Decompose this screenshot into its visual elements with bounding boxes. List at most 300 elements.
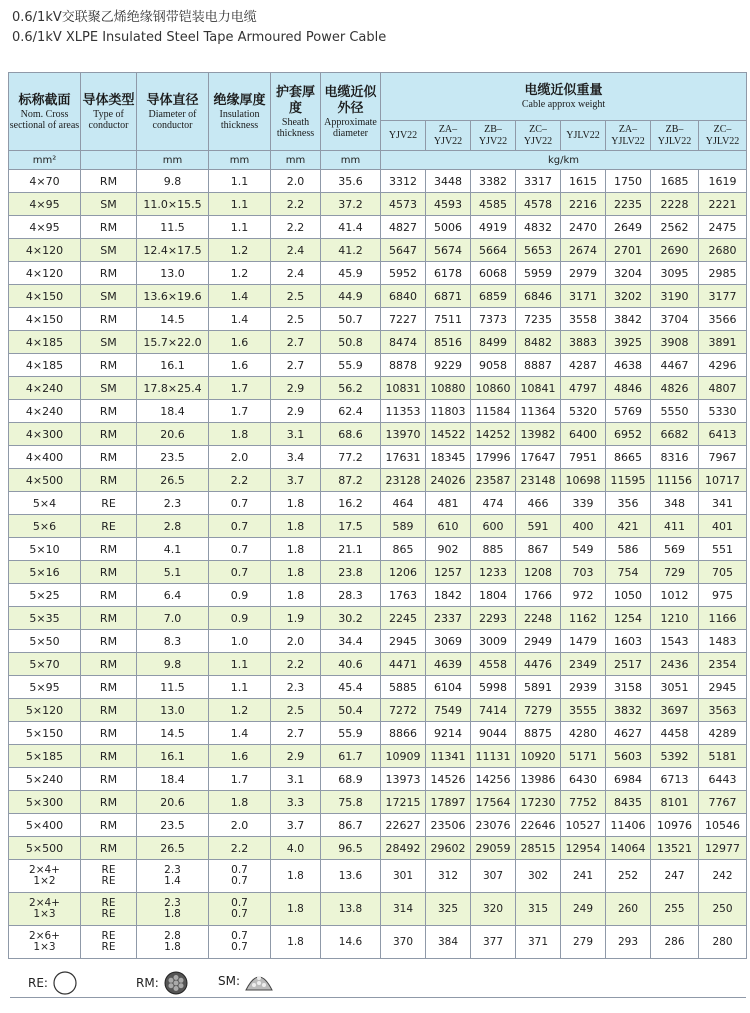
cell-conductor-type: RM [81,561,137,584]
cell-approx-diameter: 35.6 [321,170,381,193]
cell-weight: 3558 [561,308,606,331]
cell-approx-diameter: 45.4 [321,676,381,699]
model-header-cell: YJV22 [381,121,426,151]
cell-weight: 5653 [516,239,561,262]
cell-weight: 2470 [561,216,606,239]
cell-weight: 5959 [516,262,561,285]
table-row [9,584,747,607]
cell-weight: 705 [699,561,747,584]
cell-weight: 1766 [516,584,561,607]
title-chinese: 0.6/1kV交联聚乙烯绝缘钢带铠装电力电缆 [12,10,257,25]
cell-insulation-thickness-line2: 0.7 [231,941,248,953]
cell-weight: 307 [471,860,516,893]
cell-weight: 6443 [699,768,747,791]
cell-weight: 3382 [471,170,516,193]
cell-sheath-thickness: 2.3 [271,676,321,699]
cell-weight: 11341 [426,745,471,768]
cell-weight: 4471 [381,653,426,676]
table-row [9,722,747,745]
cell-insulation-thickness: 1.1 [209,170,271,193]
cell-conductor-diameter: 2.3 [137,492,209,515]
cell-weight: 7951 [561,446,606,469]
cell-weight: 2221 [699,193,747,216]
cell-weight: 4627 [606,722,651,745]
cell-weight: 252 [606,860,651,893]
cell-weight: 703 [561,561,606,584]
cell-conductor-type: SM [81,239,137,262]
cell-approx-diameter: 34.4 [321,630,381,653]
cell-sheath-thickness: 2.5 [271,285,321,308]
cell-conductor-type: RM [81,423,137,446]
cell-approx-diameter: 45.9 [321,262,381,285]
cell-conductor-diameter: 17.8×25.4 [137,377,209,400]
cell-conductor-diameter: 7.0 [137,607,209,630]
cell-weight: 280 [699,926,747,959]
cell-cross-section: 4×240 [9,377,81,400]
cell-conductor-type: RM [81,791,137,814]
sector-conductor-icon [244,970,274,992]
cell-weight: 2674 [561,239,606,262]
cell-weight: 1206 [381,561,426,584]
cell-weight: 11584 [471,400,516,423]
cell-weight: 14526 [426,768,471,791]
cell-insulation-thickness [209,926,271,959]
cell-conductor-diameter: 2.8 [137,515,209,538]
header-insulation-thickness: 绝缘厚度 Insulation thickness [209,73,271,151]
cell-conductor-diameter: 6.4 [137,584,209,607]
cell-weight: 4919 [471,216,516,239]
cell-weight: 3051 [651,676,699,699]
cell-weight: 384 [426,926,471,959]
cell-conductor-diameter: 14.5 [137,308,209,331]
cell-weight: 1210 [651,607,699,630]
cell-cross-section: 5×240 [9,768,81,791]
cell-insulation-thickness: 1.4 [209,722,271,745]
cell-weight: 8474 [381,331,426,354]
cell-weight: 314 [381,893,426,926]
legend-sm [218,970,274,992]
cell-insulation-thickness [209,860,271,893]
cell-sheath-thickness: 3.1 [271,768,321,791]
cell-weight: 754 [606,561,651,584]
table-row [9,400,747,423]
cell-weight: 3171 [561,285,606,308]
cell-cross-section: 4×240 [9,400,81,423]
cell-conductor-type: RM [81,630,137,653]
table-row [9,607,747,630]
cell-weight: 2562 [651,216,699,239]
table-row [9,354,747,377]
cell-approx-diameter: 96.5 [321,837,381,860]
table-row [9,926,747,959]
cell-weight: 11156 [651,469,699,492]
cell-weight: 356 [606,492,651,515]
cell-conductor-type: RM [81,354,137,377]
cell-sheath-thickness: 2.4 [271,239,321,262]
cell-weight: 22646 [516,814,561,837]
cell-weight: 6178 [426,262,471,285]
cell-approx-diameter: 50.7 [321,308,381,331]
cell-weight: 867 [516,538,561,561]
cell-insulation-thickness-line2: 0.7 [231,875,248,887]
cell-weight: 466 [516,492,561,515]
cell-weight: 481 [426,492,471,515]
unit-type [81,151,137,170]
cell-weight: 5769 [606,400,651,423]
cell-sheath-thickness: 2.7 [271,331,321,354]
cell-weight: 4832 [516,216,561,239]
cell-weight: 610 [426,515,471,538]
cell-weight: 3069 [426,630,471,653]
cell-conductor-type: RM [81,262,137,285]
cell-weight: 6713 [651,768,699,791]
cell-weight: 341 [699,492,747,515]
cell-weight: 17215 [381,791,426,814]
table-row [9,239,747,262]
cell-insulation-thickness-line1: 0.7 [231,930,248,942]
cell-weight: 549 [561,538,606,561]
cell-conductor-diameter: 9.8 [137,170,209,193]
cell-weight: 3158 [606,676,651,699]
cell-weight: 370 [381,926,426,959]
cell-weight: 2475 [699,216,747,239]
cell-insulation-thickness: 1.1 [209,193,271,216]
cell-weight: 10831 [381,377,426,400]
cell-weight: 6859 [471,285,516,308]
cell-weight: 3908 [651,331,699,354]
cell-sheath-thickness: 2.9 [271,377,321,400]
cell-approx-diameter: 17.5 [321,515,381,538]
cell-weight: 301 [381,860,426,893]
cell-cross-section-line2: 1×2 [33,875,56,887]
cell-weight: 7272 [381,699,426,722]
header-conductor-diameter: 导体直径 Diameter of conductor [137,73,209,151]
cell-weight: 865 [381,538,426,561]
cell-weight: 1543 [651,630,699,653]
cell-conductor-type-line2: RE [101,875,116,887]
cell-insulation-thickness: 1.0 [209,630,271,653]
cell-weight: 8875 [516,722,561,745]
cell-sheath-thickness: 1.8 [271,584,321,607]
cell-cross-section-line1: 2×4+ [29,897,60,909]
cell-weight: 902 [426,538,471,561]
cell-conductor-type: RM [81,676,137,699]
cell-conductor-diameter: 12.4×17.5 [137,239,209,262]
cell-weight: 1483 [699,630,747,653]
cell-weight: 729 [651,561,699,584]
cell-weight: 975 [699,584,747,607]
cell-conductor-diameter-line1: 2.3 [164,864,181,876]
cell-conductor-type-line1: RE [101,897,116,909]
cell-approx-diameter: 14.6 [321,926,381,959]
cell-weight: 2293 [471,607,516,630]
cell-cross-section: 4×120 [9,262,81,285]
cell-cross-section-line2: 1×3 [33,941,56,953]
cell-sheath-thickness: 1.8 [271,538,321,561]
cell-weight: 10920 [516,745,561,768]
cell-approx-diameter: 61.7 [321,745,381,768]
cell-conductor-type: RM [81,469,137,492]
cell-weight: 6068 [471,262,516,285]
cell-cross-section: 4×95 [9,216,81,239]
cell-weight: 23076 [471,814,516,837]
cell-weight: 5392 [651,745,699,768]
cell-conductor-diameter: 11.5 [137,676,209,699]
cell-approx-diameter: 55.9 [321,354,381,377]
cell-weight: 1763 [381,584,426,607]
table-row [9,837,747,860]
cell-weight: 4287 [561,354,606,377]
table-row [9,561,747,584]
cell-conductor-type: RM [81,699,137,722]
cell-weight: 5998 [471,676,516,699]
table-row [9,893,747,926]
cell-weight: 2354 [699,653,747,676]
model-header-cell: ZA–YJLV22 [606,121,651,151]
cell-weight: 9058 [471,354,516,377]
cell-conductor-diameter: 18.4 [137,768,209,791]
cell-weight: 2939 [561,676,606,699]
cell-conductor-type: RM [81,814,137,837]
cell-weight: 7373 [471,308,516,331]
cell-weight: 6400 [561,423,606,446]
cell-weight: 3842 [606,308,651,331]
cell-weight: 29059 [471,837,516,860]
cell-cross-section: 5×500 [9,837,81,860]
cell-weight: 2985 [699,262,747,285]
cell-weight: 2690 [651,239,699,262]
table-row [9,676,747,699]
cell-weight: 6104 [426,676,471,699]
cell-weight: 4573 [381,193,426,216]
cell-sheath-thickness: 3.4 [271,446,321,469]
cell-weight: 293 [606,926,651,959]
cell-conductor-type [81,893,137,926]
cell-weight: 5603 [606,745,651,768]
cell-conductor-type: RM [81,446,137,469]
table-row [9,285,747,308]
cell-conductor-diameter: 26.5 [137,469,209,492]
cell-weight: 7549 [426,699,471,722]
cell-weight: 6413 [699,423,747,446]
cell-approx-diameter: 44.9 [321,285,381,308]
cell-approx-diameter: 41.4 [321,216,381,239]
cell-weight: 5181 [699,745,747,768]
cell-sheath-thickness: 1.8 [271,860,321,893]
cell-insulation-thickness: 1.2 [209,239,271,262]
header-sheath-thickness: 护套厚度 Sheath thickness [271,73,321,151]
cell-weight: 4585 [471,193,516,216]
cell-weight: 5006 [426,216,471,239]
cell-weight: 600 [471,515,516,538]
cell-weight: 23148 [516,469,561,492]
cell-conductor-type: SM [81,193,137,216]
cell-approx-diameter: 16.2 [321,492,381,515]
cell-conductor-diameter: 16.1 [137,745,209,768]
cell-weight: 1479 [561,630,606,653]
cell-weight: 6846 [516,285,561,308]
cell-weight: 9214 [426,722,471,745]
cell-sheath-thickness: 2.9 [271,745,321,768]
cell-insulation-thickness: 1.6 [209,354,271,377]
cell-weight: 1162 [561,607,606,630]
cell-conductor-type: RE [81,515,137,538]
cell-insulation-thickness: 1.1 [209,653,271,676]
cell-cross-section: 5×95 [9,676,81,699]
cell-cross-section: 4×150 [9,285,81,308]
cell-weight: 17564 [471,791,516,814]
cell-conductor-diameter: 20.6 [137,791,209,814]
cell-weight: 6984 [606,768,651,791]
cell-weight: 22627 [381,814,426,837]
cell-weight: 9044 [471,722,516,745]
cell-cross-section: 4×120 [9,239,81,262]
cell-sheath-thickness: 1.8 [271,926,321,959]
table-body [9,170,747,959]
cell-weight: 2349 [561,653,606,676]
cell-sheath-thickness: 1.8 [271,893,321,926]
cell-sheath-thickness: 1.8 [271,561,321,584]
cell-weight: 302 [516,860,561,893]
cell-weight: 10909 [381,745,426,768]
cell-insulation-thickness: 1.7 [209,377,271,400]
cell-weight: 10717 [699,469,747,492]
cell-sheath-thickness: 2.2 [271,193,321,216]
cell-weight: 4467 [651,354,699,377]
cell-weight: 1619 [699,170,747,193]
cell-conductor-diameter: 20.6 [137,423,209,446]
cell-weight: 371 [516,926,561,959]
cell-weight: 5885 [381,676,426,699]
cell-conductor-diameter-line2: 1.8 [164,908,181,920]
cell-conductor-diameter-line1: 2.3 [164,897,181,909]
cell-weight: 2949 [516,630,561,653]
cell-cross-section: 5×400 [9,814,81,837]
cell-weight: 255 [651,893,699,926]
cell-approx-diameter: 62.4 [321,400,381,423]
cell-weight: 7752 [561,791,606,814]
cell-conductor-type [81,860,137,893]
unit-outer-diameter: mm [321,151,381,170]
cell-cross-section [9,893,81,926]
cell-cross-section: 5×70 [9,653,81,676]
model-header-cell: ZB–YJV22 [471,121,516,151]
cell-sheath-thickness: 3.1 [271,423,321,446]
cell-weight: 591 [516,515,561,538]
cell-approx-diameter: 50.8 [321,331,381,354]
cell-weight: 14522 [426,423,471,446]
cell-sheath-thickness: 1.8 [271,492,321,515]
table-row [9,630,747,653]
cell-insulation-thickness: 0.9 [209,607,271,630]
cell-weight: 14064 [606,837,651,860]
model-header-cell: ZA–YJV22 [426,121,471,151]
cell-conductor-type-line1: RE [101,864,116,876]
cell-weight: 6682 [651,423,699,446]
cell-weight: 411 [651,515,699,538]
cell-cross-section: 5×25 [9,584,81,607]
cell-weight: 23506 [426,814,471,837]
cell-conductor-diameter: 18.4 [137,400,209,423]
table-row [9,653,747,676]
cell-insulation-thickness-line2: 0.7 [231,908,248,920]
model-header-cell: YJLV22 [561,121,606,151]
cell-cross-section: 5×10 [9,538,81,561]
cell-weight: 3177 [699,285,747,308]
cell-weight: 589 [381,515,426,538]
cell-weight: 13986 [516,768,561,791]
cell-weight: 8516 [426,331,471,354]
table-row [9,768,747,791]
cell-sheath-thickness: 2.2 [271,653,321,676]
cell-weight: 474 [471,492,516,515]
cell-cross-section: 4×150 [9,308,81,331]
cell-conductor-type: RM [81,653,137,676]
cell-weight: 11353 [381,400,426,423]
cell-cross-section: 4×400 [9,446,81,469]
model-header-cell: ZB–YJLV22 [651,121,699,151]
table-row [9,814,747,837]
cell-insulation-thickness: 1.1 [209,216,271,239]
solid-round-conductor-icon [52,970,78,996]
cell-insulation-thickness: 0.7 [209,538,271,561]
cell-conductor-type: RM [81,308,137,331]
cell-insulation-thickness: 1.4 [209,285,271,308]
cell-weight: 247 [651,860,699,893]
cell-conductor-diameter-line1: 2.8 [164,930,181,942]
cell-conductor-diameter: 15.7×22.0 [137,331,209,354]
table-row [9,492,747,515]
cell-conductor-diameter: 13.0 [137,262,209,285]
cell-insulation-thickness-line1: 0.7 [231,897,248,909]
cell-conductor-type: RM [81,170,137,193]
cell-weight: 249 [561,893,606,926]
cell-weight: 1615 [561,170,606,193]
cell-weight: 2235 [606,193,651,216]
cell-weight: 18345 [426,446,471,469]
table-header [9,73,747,151]
cell-weight: 10860 [471,377,516,400]
cell-weight: 4289 [699,722,747,745]
cell-cross-section: 5×185 [9,745,81,768]
cell-weight: 23128 [381,469,426,492]
cell-cross-section-line2: 1×3 [33,908,56,920]
header-approx-diameter: 电缆近似外径 Approximate diameter [321,73,381,151]
conductor-legend [10,958,746,998]
cell-conductor-type: RM [81,216,137,239]
cell-weight: 260 [606,893,651,926]
cell-weight: 586 [606,538,651,561]
cable-spec-table [8,72,747,959]
cell-conductor-type: RM [81,745,137,768]
cell-insulation-thickness [209,893,271,926]
cell-conductor-diameter: 13.6×19.6 [137,285,209,308]
cell-conductor-diameter: 23.5 [137,446,209,469]
cell-weight: 6430 [561,768,606,791]
cell-weight: 12954 [561,837,606,860]
cell-approx-diameter: 21.1 [321,538,381,561]
cell-conductor-diameter: 8.3 [137,630,209,653]
cell-weight: 2216 [561,193,606,216]
table-row [9,538,747,561]
cell-weight: 1685 [651,170,699,193]
cell-weight: 250 [699,893,747,926]
cell-weight: 13982 [516,423,561,446]
legend-rm [136,970,189,996]
legend-sm-label: SM: [218,974,241,988]
cell-weight: 3317 [516,170,561,193]
cell-approx-diameter: 37.2 [321,193,381,216]
